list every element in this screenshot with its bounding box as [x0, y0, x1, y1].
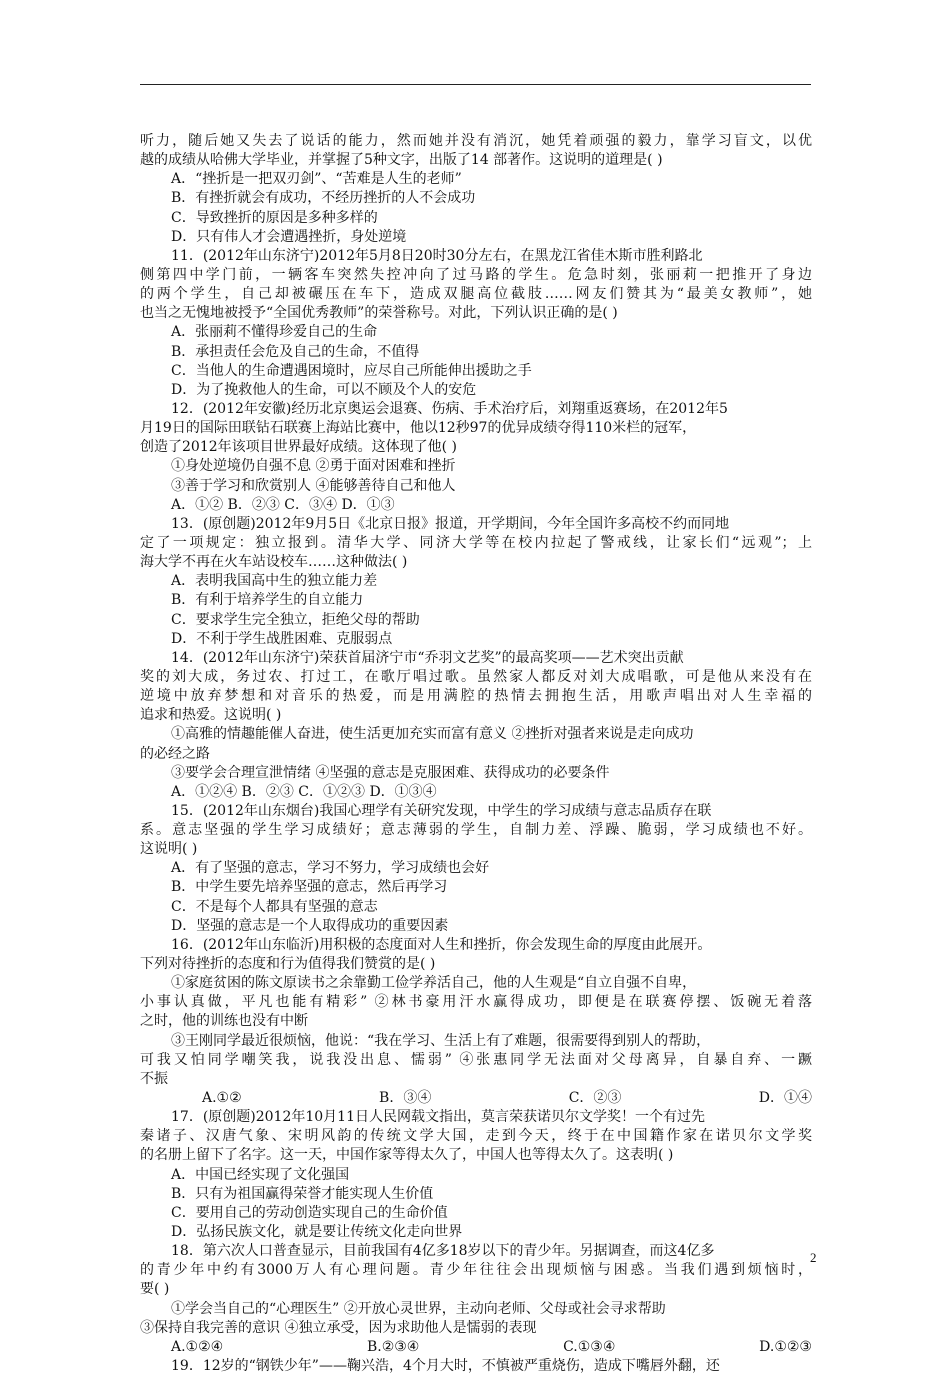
text-line: 16．(2012年山东临沂)用积极的态度面对人生和挫折，你会发现生命的厚度由此展开。 [171, 936, 712, 953]
header-rule [140, 84, 811, 85]
line-text: 秦诸子、汉唐气象、宋明风韵的传统文学大国，走到今天，终于在中国籍作家在诺贝尔文学奖 [140, 1128, 812, 1145]
text-line: 要( ) [140, 1281, 170, 1298]
answer-option: A.①②④ [171, 1338, 224, 1355]
line-text: 侧第四中学门前，一辆客车突然失控冲向了过马路的学生。危急时刻，张丽莉一把推开了身边 [140, 266, 812, 283]
text-line: 也当之无愧地被授予“全国优秀教师”的荣誉称号。对此，下列认识正确的是( ) [140, 305, 618, 322]
line-text: 听力，随后她又失去了说话的能力，然而她并没有消沉，她凭着顽强的毅力，靠学习盲文，以优 [140, 133, 812, 149]
text-line: A．①② B．②③ C．③④ D．①③ [171, 496, 395, 513]
text-line [140, 993, 812, 1012]
line-text: 的两个学生，自己却被碾压在车下，造成双腿高位截肢……网友们赞其为“最美女教师”，她 [140, 286, 812, 303]
text-line: C．要求学生完全独立，拒绝父母的帮助 [171, 611, 420, 628]
text-line: ①身处逆境仍自强不息 ②勇于面对困难和挫折 [171, 458, 456, 475]
text-line: A．表明我国高中生的独立能力差 [171, 573, 378, 590]
text-line [140, 1261, 812, 1280]
text-line: 之时，他的训练也没有中断 [140, 1013, 308, 1030]
line-text: 小事认真做，平凡也能有精彩” ②林书豪用汗水赢得成功，即便是在联赛停摆、饭碗无着落 [140, 994, 812, 1011]
text-line: D．为了挽救他人的生命，可以不顾及个人的安危 [171, 381, 477, 398]
text-line: ③保持自我完善的意识 ④独立承受，因为求助他人是懦弱的表现 [140, 1319, 537, 1336]
line-text: 定了一项规定：独立报到。清华大学、同济大学等在校内拉起了警戒线，让家长们“远观”；上 [140, 534, 812, 551]
text-line: ③善于学习和欣赏别人 ④能够善待自己和他人 [171, 477, 456, 494]
text-line: 创造了2012年该项目世界最好成绩。这体现了他( ) [140, 439, 458, 456]
text-line: B．只有为祖国赢得荣誉才能实现人生价值 [171, 1185, 434, 1202]
line-text: 系。意志坚强的学生学习成绩好；意志薄弱的学生，自制力差、浮躁、脆弱，学习成绩也不好。 [140, 822, 812, 839]
text-line [140, 668, 812, 687]
text-line: 越的成绩从哈佛大学毕业，并掌握了5种文字，出版了14 部著作。这说明的道理是( ) [140, 152, 663, 169]
text-line: ①高雅的情趣能催人奋进，使生活更加充实而富有意义 ②挫折对强者来说是走向成功 [171, 726, 694, 743]
text-line [140, 1089, 812, 1108]
text-line [140, 687, 812, 706]
text-line: D．不利于学生战胜困难、克服弱点 [171, 630, 393, 647]
text-line: 这说明( ) [140, 841, 198, 858]
text-line: 海大学不再在火车站设校车……这种做法( ) [140, 554, 408, 571]
text-line: 下列对待挫折的态度和行为值得我们赞赏的是( ) [140, 956, 436, 973]
answer-option: D．①④ [758, 1090, 812, 1107]
answer-option: A.①② [202, 1090, 242, 1107]
text-line [140, 132, 812, 151]
text-line: D．只有伟人才会遭遇挫折，身处逆境 [171, 228, 407, 245]
answer-option: C．②③ [568, 1090, 622, 1107]
text-line [140, 821, 812, 840]
answer-option: B．③④ [379, 1090, 432, 1107]
text-line [140, 285, 812, 304]
text-line: C．要用自己的劳动创造实现自己的生命价值 [171, 1204, 448, 1221]
text-line: A．中国已经实现了文化强国 [171, 1166, 350, 1183]
text-line [140, 1127, 812, 1146]
text-line: C．当他人的生命遭遇困境时，应尽自己所能伸出援助之手 [171, 362, 532, 379]
text-line [140, 1338, 812, 1357]
line-text: 奖的刘大成，务过农、打过工，在歌厅唱过歌。虽然家人都反对刘大成唱歌，可是他从来没有在 [140, 668, 812, 685]
text-line [140, 1051, 812, 1070]
answer-option: B.②③④ [366, 1338, 420, 1355]
text-line: 14．(2012年山东济宁)荣获首届济宁市“乔羽文艺奖”的最高奖项——艺术突出贡献 [171, 649, 684, 666]
text-line: D．弘扬民族文化，就是要让传统文化走向世界 [171, 1224, 463, 1241]
text-line: 的名册上留下了名字。这一天，中国作家等得太久了，中国人也等得太久了。这表明( ) [140, 1147, 674, 1164]
text-line: 15．(2012年山东烟台)我国心理学有关研究发现，中学生的学习成绩与意志品质存在联 [171, 802, 712, 819]
text-line: A．“挫折是一把双刃剑”、“苦难是人生的老师” [171, 171, 462, 188]
text-line: 的必经之路 [140, 745, 210, 762]
text-line: B．承担责任会危及自己的生命，不值得 [171, 343, 420, 360]
line-text: 逆境中放弃梦想和对音乐的热爱，而是用满腔的热情去拥抱生活，用歌声唱出对人生幸福的 [140, 688, 812, 705]
answer-option: C.①③④ [563, 1338, 616, 1355]
text-line: C．导致挫折的原因是多种多样的 [171, 209, 378, 226]
text-line: 12．(2012年安徽)经历北京奥运会退赛、伤病、手术治疗后，刘翔重返赛场，在2012年5 [171, 400, 728, 417]
text-line: 18．第六次人口普查显示，目前我国有4亿多18岁以下的青少年。另据调查，而这4亿多 [171, 1243, 715, 1260]
text-line: B．有利于培养学生的自立能力 [171, 592, 364, 609]
text-line: A．有了坚强的意志，学习不努力，学习成绩也会好 [171, 860, 490, 877]
text-line: ①家庭贫困的陈文原读书之余靠勤工俭学养活自己，他的人生观是“自立自强不自卑， [171, 975, 697, 992]
text-line: A．①②④ B．②③ C．①②③ D．①③④ [171, 783, 437, 800]
text-line: B．有挫折就会有成功，不经历挫折的人不会成功 [171, 190, 476, 207]
text-line: ①学会当自己的“心理医生” ②开放心灵世界，主动向老师、父母或社会寻求帮助 [171, 1300, 666, 1317]
text-line: 13．(原创题)2012年9月5日《北京日报》报道，开学期间，今年全国许多高校不约而同地 [171, 515, 730, 532]
line-text: 可我又怕同学嘲笑我，说我没出息、懦弱” ④张惠同学无法面对父母离异，自暴自弃、一蹶 [140, 1051, 812, 1068]
text-line: 月19日的国际田联钻石联赛上海站比赛中，他以12秒97的优异成绩夺得110米栏的冠军， [140, 420, 697, 437]
text-line: B．中学生要先培养坚强的意志，然后再学习 [171, 879, 448, 896]
text-line: ③王刚同学最近很烦恼，他说：“我在学习、生活上有了难题，很需要得到别人的帮助， [171, 1032, 711, 1049]
text-line: C．不是每个人都具有坚强的意志 [171, 898, 378, 915]
text-line [140, 266, 812, 285]
page-number: 2 [810, 1250, 817, 1265]
text-line: 不振 [140, 1070, 168, 1087]
text-line: A．张丽莉不懂得珍爱自己的生命 [171, 324, 378, 341]
document-body [140, 132, 812, 1376]
text-line: 17．(原创题)2012年10月11日人民网载文指出，莫言荣获诺贝尔文学奖！一个有过先 [171, 1109, 705, 1126]
text-line: D．坚强的意志是一个人取得成功的重要因素 [171, 917, 449, 934]
answer-option: D.①②③ [759, 1338, 812, 1355]
line-text: 的青少年中约有3000万人有心理问题。青少年往往会出现烦恼与困惑。当我们遇到烦恼时， [140, 1262, 812, 1279]
text-line: 11．(2012年山东济宁)2012年5月8日20时30分左右，在黑龙江省佳木斯市胜利路北 [171, 247, 703, 264]
text-line: ③要学会合理宣泄情绪 ④坚强的意志是克服困难、获得成功的必要条件 [171, 764, 610, 781]
text-line: 追求和热爱。这说明( ) [140, 707, 282, 724]
text-line [140, 534, 812, 553]
text-line: 19．12岁的“钢铁少年”——鞠兴浩，4个月大时，不慎被严重烧伤，造成下嘴唇外翻，还 [171, 1358, 720, 1374]
